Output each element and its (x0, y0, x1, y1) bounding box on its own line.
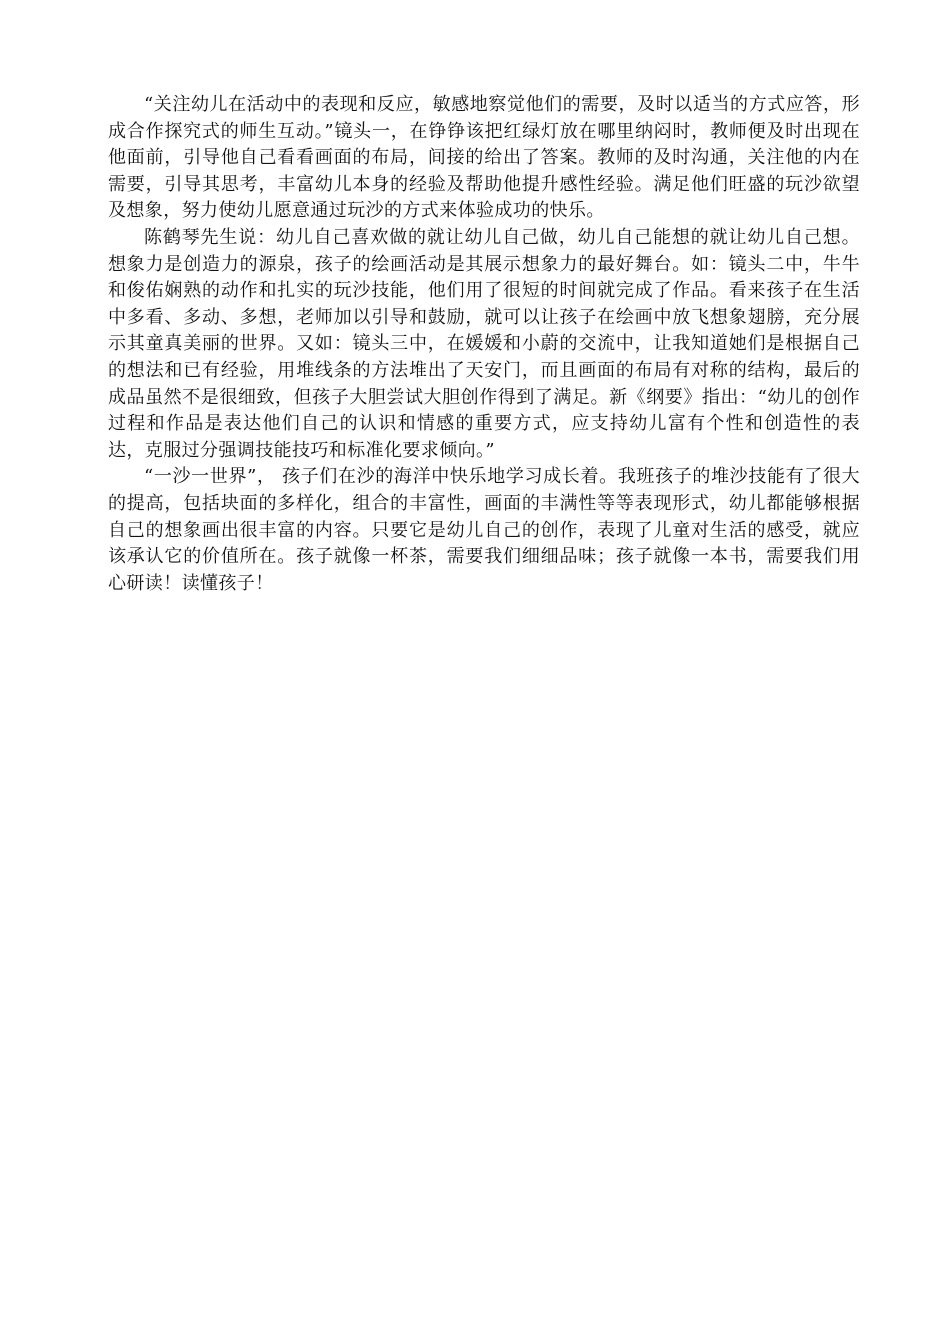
paragraph-imagination: 陈鹤琴先生说：幼儿自己喜欢做的就让幼儿自己做，幼儿自己能想的就让幼儿自己想。想象力是创造力的源泉，孩子的绘画活动是其展示想象力的最好舞台。如：镜头二中，牛牛和俊佑娴熟的动作和扎实的玩沙技能，他们用了很短的时间就完成了作品。看来孩子在生活中多看、多动、多想，老师加以引导和鼓励，就可以让孩子在绘画中放飞想象翅膀，充分展示其童真美丽的世界。又如：镜头三中，在媛媛和小蔚的交流中，让我知道她们是根据自己的想法和已有经验，用堆线条的方法堆出了天安门，而且画面的布局有对称的结构，最后的成品虽然不是很细致，但孩子大胆尝试大胆创作得到了满足。新《纲要》指出：“幼儿的创作过程和作品是表达他们自己的认识和情感的重要方式，应支持幼儿富有个性和创造性的表达，克服过分强调技能技巧和标准化要求倾向。” (108, 226, 860, 461)
paragraph-sand-world: “一沙一世界”， 孩子们在沙的海洋中快乐地学习成长着。我班孩子的堆沙技能有了很大的提高，包括块面的多样化，组合的丰富性，画面的丰满性等等表现形式，幼儿都能够根据自己的想象画出很丰富的内容。只要它是幼儿自己的创作，表现了儿童对生活的感受，就应该承认它的价值所在。孩子就像一杯茶，需要我们细细品味；孩子就像一本书，需要我们用心研读！读懂孩子！ (108, 466, 860, 594)
paragraph-teacher-interaction: “关注幼儿在活动中的表现和反应，敏感地察觉他们的需要，及时以适当的方式应答，形成合作探究式的师生互动。”镜头一，在铮铮该把红绿灯放在哪里纳闷时，教师便及时出现在他面前，引导他自己看看画面的布局，间接的给出了答案。教师的及时沟通，关注他的内在需要，引导其思考，丰富幼儿本身的经验及帮助他提升感性经验。满足他们旺盛的玩沙欲望及想象，努力使幼儿愿意通过玩沙的方式来体验成功的快乐。 (108, 94, 860, 222)
document-body (108, 92, 860, 597)
